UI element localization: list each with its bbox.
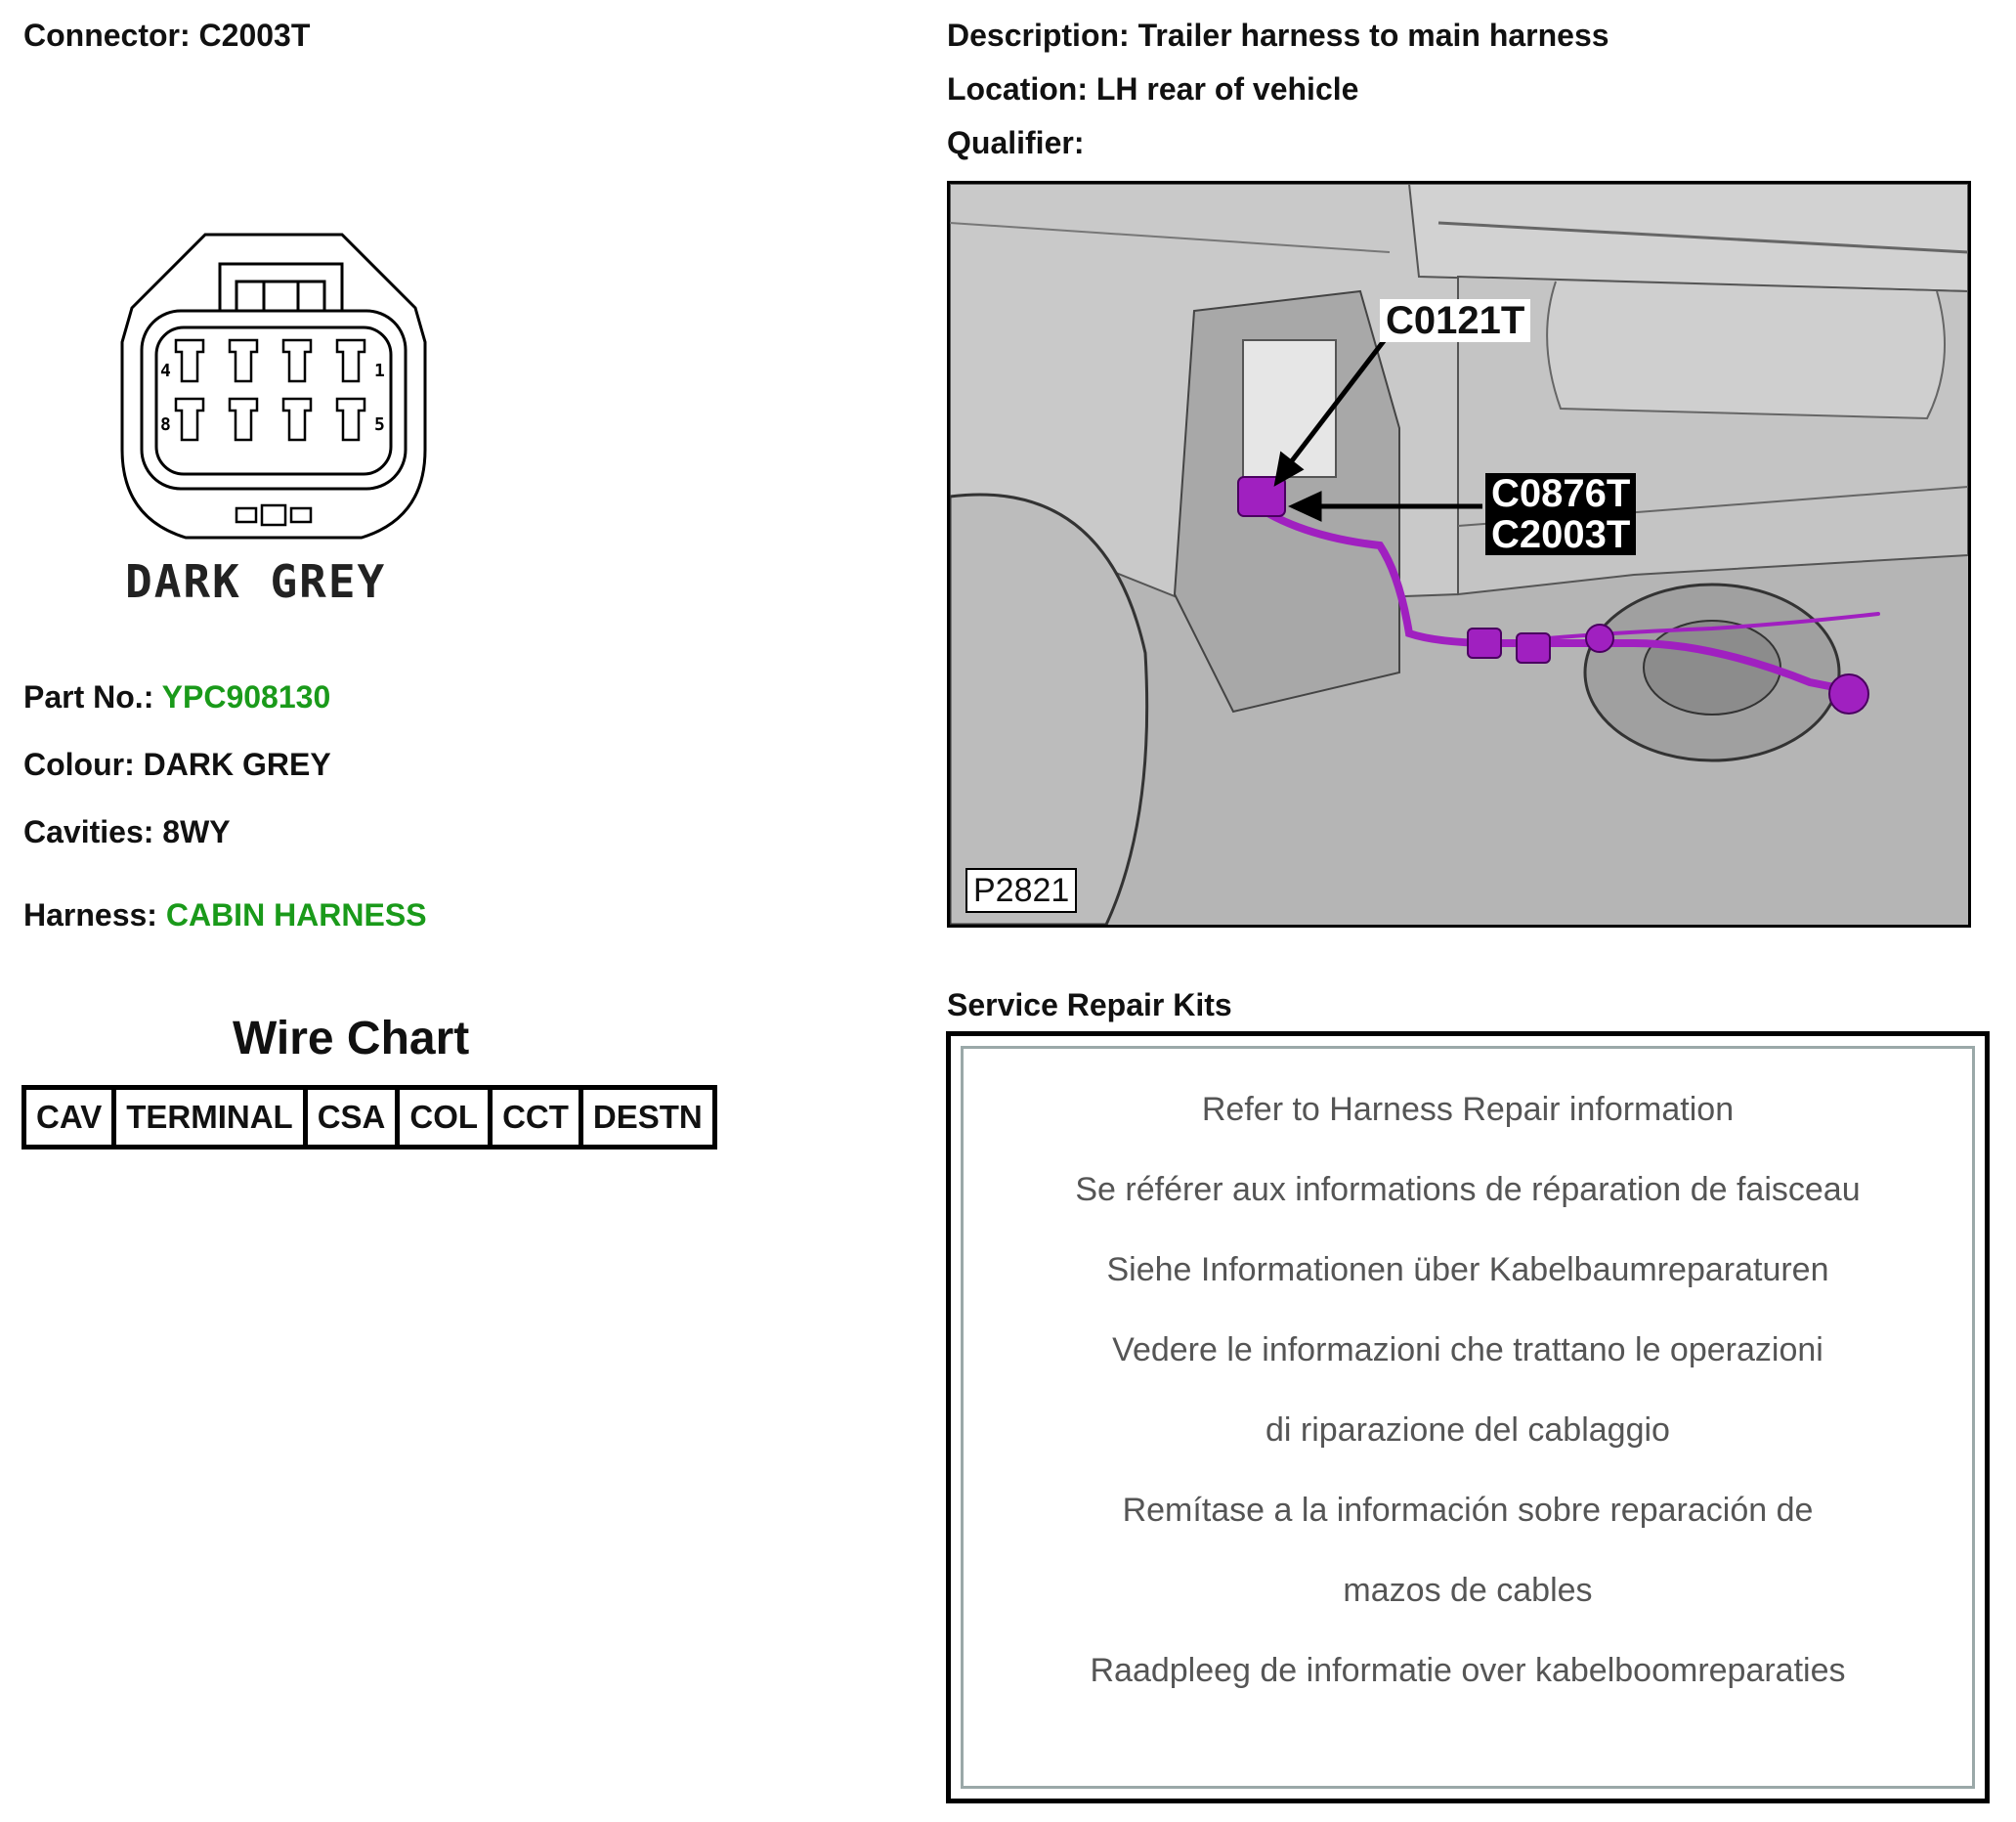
callout-c0876t-c2003t bbox=[1485, 473, 1636, 555]
pin-number-4: 4 bbox=[160, 361, 171, 381]
connector-face-diagram bbox=[98, 225, 450, 547]
pin-number-1: 1 bbox=[374, 361, 385, 381]
connector-keys bbox=[236, 505, 311, 525]
callout-c0121t: C0121T bbox=[1380, 299, 1530, 342]
colour-value: DARK GREY bbox=[143, 747, 331, 782]
connector-field bbox=[23, 18, 310, 54]
repair-line-it-2: di riparazione del cablaggio bbox=[1265, 1411, 1670, 1449]
location-field bbox=[947, 71, 1358, 108]
harness-field bbox=[23, 897, 427, 933]
colour-label: Colour: bbox=[23, 747, 135, 782]
part-no-link[interactable]: YPC908130 bbox=[161, 679, 331, 715]
pin-number-8: 8 bbox=[160, 414, 171, 435]
description-value: Trailer harness to main harness bbox=[1137, 18, 1609, 53]
service-repair-kits-box bbox=[946, 1031, 1990, 1803]
repair-line-en: Refer to Harness Repair information bbox=[1201, 1091, 1735, 1128]
column-header-csa: CSA bbox=[308, 1090, 401, 1145]
callout-c2003t: C2003T bbox=[1491, 513, 1631, 556]
colour-field bbox=[23, 747, 331, 783]
location-value: LH rear of vehicle bbox=[1095, 71, 1359, 107]
cavities-value: 8WY bbox=[162, 814, 231, 849]
picture-id: P2821 bbox=[965, 868, 1077, 913]
vehicle-rear-illustration bbox=[950, 184, 1968, 925]
description-field bbox=[947, 18, 1609, 54]
connector-value: C2003T bbox=[198, 18, 311, 53]
repair-line-nl: Raadpleeg de informatie over kabelboomreparaties bbox=[1090, 1652, 1846, 1689]
service-repair-kits-inner bbox=[961, 1046, 1975, 1789]
cavities-label: Cavities: bbox=[23, 814, 154, 849]
service-repair-kits-title: Service Repair Kits bbox=[947, 987, 1232, 1022]
repair-line-es-2: mazos de cables bbox=[1343, 1572, 1593, 1609]
cavities-field bbox=[23, 814, 231, 850]
repair-line-es-1: Remítase a la información sobre reparación de bbox=[1122, 1492, 1814, 1529]
terminal-row-top bbox=[176, 340, 365, 381]
column-header-cav: CAV bbox=[26, 1090, 116, 1145]
repair-line-it-1: Vedere le informazioni che trattano le operazioni bbox=[1112, 1331, 1823, 1368]
harness-link[interactable]: CABIN HARNESS bbox=[165, 897, 427, 933]
connector-colour-label: DARK GREY bbox=[125, 555, 387, 608]
part-no-label: Part No.: bbox=[23, 679, 154, 715]
column-header-col: COL bbox=[400, 1090, 493, 1145]
location-label: Location: bbox=[947, 71, 1088, 107]
column-header-cct: CCT bbox=[493, 1090, 583, 1145]
column-header-terminal: TERMINAL bbox=[116, 1090, 307, 1145]
callout-c0876t: C0876T bbox=[1491, 472, 1631, 515]
location-picture bbox=[947, 181, 1971, 928]
connector-label: Connector: bbox=[23, 18, 191, 53]
wire-chart-title: Wire Chart bbox=[233, 1013, 470, 1064]
qualifier-label: Qualifier: bbox=[947, 125, 1085, 160]
part-no-field bbox=[23, 679, 330, 716]
description-label: Description: bbox=[947, 18, 1130, 53]
terminal-row-bottom bbox=[176, 399, 365, 440]
wire-chart-header-row bbox=[26, 1090, 712, 1145]
repair-line-fr: Se référer aux informations de réparation de faisceau bbox=[1075, 1171, 1861, 1208]
wire-chart-table bbox=[21, 1085, 717, 1150]
harness-label: Harness: bbox=[23, 897, 157, 933]
repair-line-de: Siehe Informationen über Kabelbaumreparaturen bbox=[1106, 1251, 1829, 1288]
column-header-destn: DESTN bbox=[583, 1090, 712, 1145]
pin-number-5: 5 bbox=[374, 414, 385, 435]
qualifier-field bbox=[947, 125, 1084, 161]
